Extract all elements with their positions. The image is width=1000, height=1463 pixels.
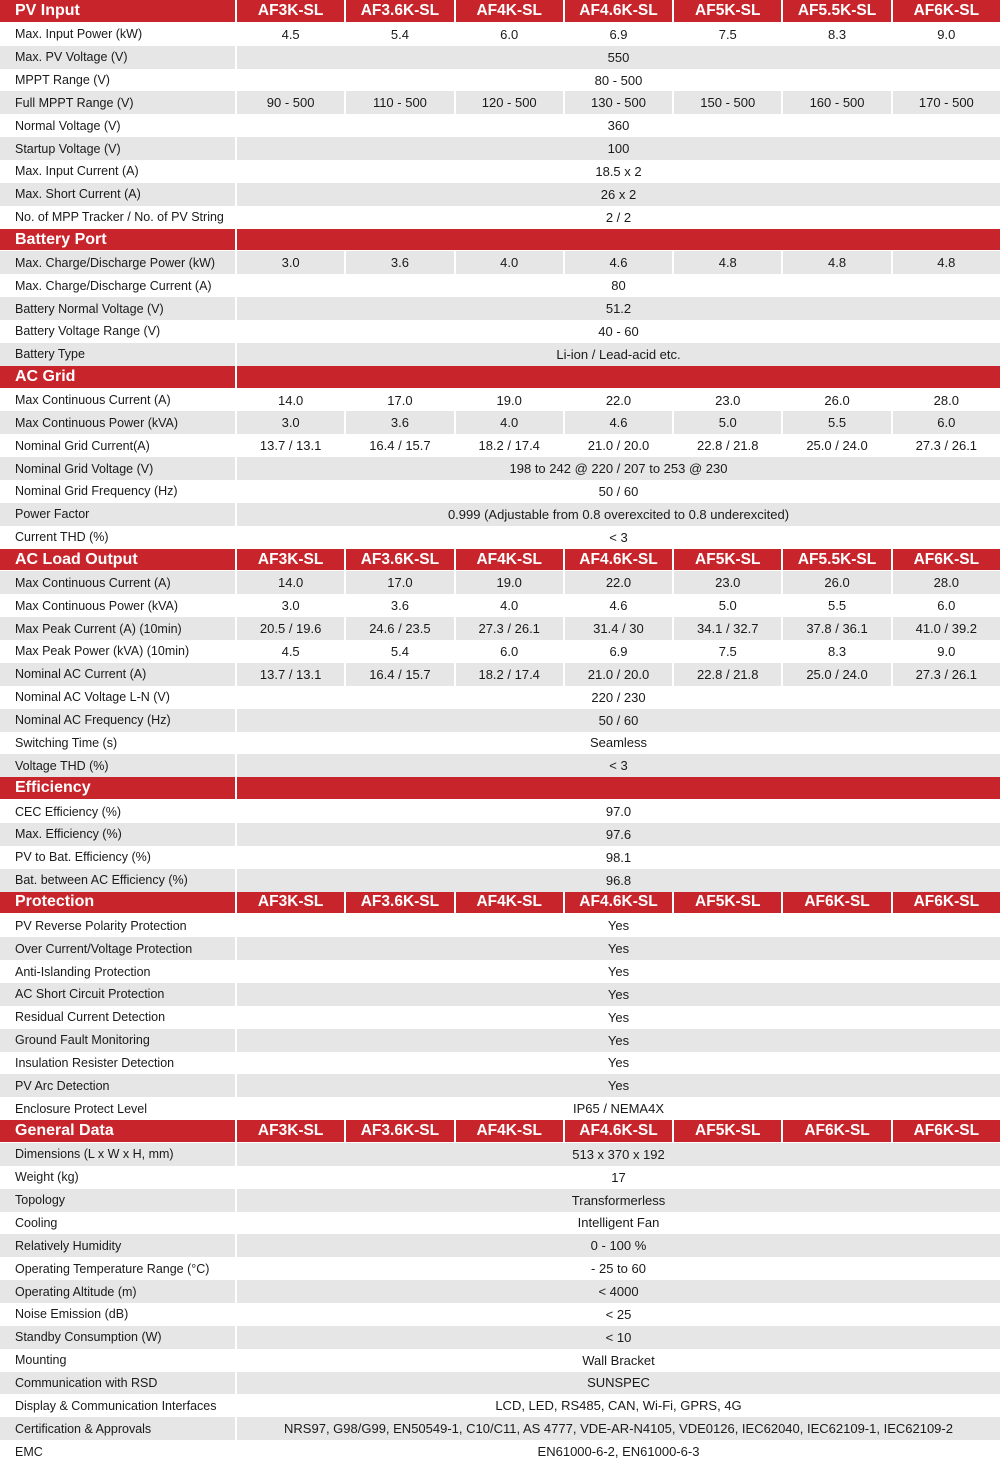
spec-label: Battery Normal Voltage (V) (0, 297, 237, 320)
spec-label: Nominal AC Frequency (Hz) (0, 709, 237, 732)
model-header: AF4K-SL (456, 892, 565, 914)
spec-label: Max. Charge/Discharge Current (A) (0, 274, 237, 297)
spec-value: 26 x 2 (600, 186, 637, 202)
spec-label: Full MPPT Range (V) (0, 91, 237, 114)
spec-value: 4.5 (237, 23, 346, 46)
header-blank (237, 229, 1000, 251)
spec-row (0, 1029, 1000, 1052)
spec-row (0, 434, 1000, 457)
spec-value: 7.5 (674, 23, 783, 46)
spec-value: 18.5 x 2 (595, 163, 642, 179)
spec-label: Dimensions (L x W x H, mm) (0, 1143, 237, 1166)
spec-value: 21.0 / 20.0 (565, 434, 674, 457)
spec-value: - 25 to 60 (591, 1261, 646, 1277)
spec-value: Yes (607, 1032, 630, 1048)
spec-row (0, 709, 1000, 732)
spec-value: 14.0 (237, 389, 346, 412)
spec-row (0, 663, 1000, 686)
spec-row (0, 69, 1000, 92)
spec-label: Nominal AC Voltage L-N (V) (0, 686, 237, 709)
spec-value: 3.0 (237, 411, 346, 434)
spec-value: 6.0 (456, 640, 565, 663)
spec-row (0, 869, 1000, 892)
spec-value: 26.0 (783, 389, 892, 412)
spec-value: 28.0 (933, 392, 959, 408)
spec-value: 5.0 (674, 594, 783, 617)
spec-label: PV Arc Detection (0, 1074, 237, 1097)
section-title: AC Load Output (0, 549, 237, 571)
section-header (0, 229, 1000, 252)
spec-value: 50 / 60 (598, 712, 639, 728)
spec-value: 4.0 (456, 411, 565, 434)
spec-row (0, 960, 1000, 983)
spec-value: Wall Bracket (582, 1352, 655, 1368)
model-header: AF4K-SL (456, 0, 565, 22)
spec-label: Certification & Approvals (0, 1417, 237, 1440)
spec-label: Bat. between AC Efficiency (%) (0, 869, 237, 892)
spec-label: Normal Voltage (V) (0, 114, 237, 137)
spec-value: 550 (607, 49, 630, 65)
spec-value: < 3 (609, 758, 628, 774)
model-header: AF3K-SL (237, 549, 346, 571)
model-header: AF3.6K-SL (346, 0, 455, 22)
model-header: AF5.5K-SL (783, 0, 892, 22)
spec-row (0, 160, 1000, 183)
spec-label: Max. Input Current (A) (0, 160, 237, 183)
spec-label: Nominal AC Current (A) (0, 663, 237, 686)
spec-label: Max Continuous Current (A) (0, 571, 237, 594)
spec-row (0, 617, 1000, 640)
spec-value: 513 x 370 x 192 (572, 1146, 665, 1162)
spec-row (0, 343, 1000, 366)
spec-label: EMC (0, 1440, 237, 1463)
spec-value: 98.1 (605, 849, 632, 865)
spec-value: 97.0 (605, 804, 632, 819)
spec-row (0, 1326, 1000, 1349)
section-title: AC Grid (0, 366, 237, 388)
spec-value: 27.3 / 26.1 (915, 666, 978, 682)
spec-value: 50 / 60 (598, 483, 639, 499)
model-header: AF6K-SL (913, 550, 980, 568)
spec-value: 8.3 (783, 640, 892, 663)
spec-value: 170 - 500 (918, 95, 974, 111)
spec-row (0, 1189, 1000, 1212)
spec-row (0, 411, 1000, 434)
spec-value: 80 - 500 (594, 72, 643, 88)
spec-label: Max Continuous Power (kVA) (0, 411, 237, 434)
spec-value: 6.9 (565, 23, 674, 46)
spec-value: 19.0 (456, 389, 565, 412)
spec-value: 31.4 / 30 (565, 617, 674, 640)
spec-value: 34.1 / 32.7 (674, 617, 783, 640)
spec-value: 3.6 (346, 594, 455, 617)
spec-row (0, 571, 1000, 594)
spec-value: 8.3 (783, 23, 892, 46)
spec-row (0, 251, 1000, 274)
spec-label: Communication with RSD (0, 1372, 237, 1395)
model-header: AF4.6K-SL (565, 892, 674, 914)
section-header (0, 1120, 1000, 1143)
spec-label: Voltage THD (%) (0, 754, 237, 777)
spec-value: Yes (607, 1078, 630, 1094)
spec-value: EN61000-6-2, EN61000-6-3 (537, 1444, 700, 1460)
spec-value: 5.5 (783, 411, 892, 434)
spec-value: 0.999 (Adjustable from 0.8 overexcited to 0.8 underexcited) (447, 506, 790, 522)
spec-value: 3.6 (346, 251, 455, 274)
spec-value: 37.8 / 36.1 (783, 617, 892, 640)
spec-label: Battery Type (0, 343, 237, 366)
spec-row (0, 937, 1000, 960)
spec-value: 6.9 (565, 640, 674, 663)
spec-value: 27.3 / 26.1 (915, 438, 978, 454)
model-header: AF4.6K-SL (565, 1120, 674, 1142)
spec-label: Ground Fault Monitoring (0, 1029, 237, 1052)
spec-value: < 4000 (598, 1284, 639, 1300)
spec-value: 4.6 (565, 251, 674, 274)
spec-value: 17 (611, 1169, 626, 1185)
spec-value: 120 - 500 (456, 91, 565, 114)
model-header: AF6K-SL (913, 1122, 980, 1140)
spec-value: Yes (607, 986, 630, 1002)
spec-label: Max Continuous Power (kVA) (0, 594, 237, 617)
spec-label: Current THD (%) (0, 526, 237, 549)
section-header (0, 892, 1000, 915)
spec-value: 6.0 (937, 598, 956, 614)
spec-row (0, 1006, 1000, 1029)
spec-label: PV Reverse Polarity Protection (0, 914, 237, 937)
spec-value: 21.0 / 20.0 (565, 663, 674, 686)
spec-value: Intelligent Fan (577, 1215, 660, 1231)
spec-row (0, 1349, 1000, 1372)
spec-label: Residual Current Detection (0, 1006, 237, 1029)
header-blank (237, 777, 1000, 799)
model-header: AF5.5K-SL (783, 549, 892, 571)
spec-value: Yes (607, 941, 630, 957)
model-header: AF6K-SL (913, 893, 980, 911)
spec-value: 5.0 (674, 411, 783, 434)
spec-row (0, 1234, 1000, 1257)
model-header: AF3.6K-SL (346, 1120, 455, 1142)
spec-value: 22.8 / 21.8 (674, 663, 783, 686)
spec-value: 26.0 (783, 571, 892, 594)
spec-row (0, 503, 1000, 526)
spec-row (0, 1212, 1000, 1235)
section-header (0, 366, 1000, 389)
model-header: AF5K-SL (674, 892, 783, 914)
spec-value: 97.6 (605, 826, 632, 842)
spec-value: Yes (607, 1055, 630, 1071)
spec-row (0, 23, 1000, 46)
spec-row (0, 594, 1000, 617)
spec-value: 23.0 (674, 389, 783, 412)
spec-value: 24.6 / 23.5 (346, 617, 455, 640)
spec-value: 4.8 (674, 251, 783, 274)
spec-label: Relatively Humidity (0, 1234, 237, 1257)
spec-label: No. of MPP Tracker / No. of PV String (0, 206, 237, 229)
spec-value: 6.0 (937, 415, 956, 431)
spec-value: SUNSPEC (587, 1375, 650, 1391)
spec-value: 28.0 (933, 575, 959, 591)
spec-label: Topology (0, 1189, 237, 1212)
spec-value: Yes (607, 1009, 630, 1025)
spec-row (0, 320, 1000, 343)
model-header: AF4K-SL (456, 1120, 565, 1142)
spec-row (0, 1257, 1000, 1280)
spec-row (0, 206, 1000, 229)
spec-value: 90 - 500 (237, 91, 346, 114)
spec-value: 20.5 / 19.6 (237, 617, 346, 640)
spec-value: 18.2 / 17.4 (456, 663, 565, 686)
spec-row (0, 1052, 1000, 1075)
model-header: AF3K-SL (237, 0, 346, 22)
spec-row (0, 114, 1000, 137)
spec-label: Weight (kg) (0, 1166, 237, 1189)
spec-value: Seamless (589, 735, 648, 751)
spec-value: 16.4 / 15.7 (346, 434, 455, 457)
spec-label: Mounting (0, 1349, 237, 1372)
spec-label: Nominal Grid Frequency (Hz) (0, 480, 237, 503)
header-blank (237, 366, 1000, 388)
spec-value: 23.0 (674, 571, 783, 594)
spec-value: 4.0 (456, 594, 565, 617)
spec-label: Max. Input Power (kW) (0, 23, 237, 46)
model-header: AF4K-SL (456, 549, 565, 571)
model-header: AF5K-SL (674, 0, 783, 22)
spec-label: Noise Emission (dB) (0, 1303, 237, 1326)
section-header (0, 0, 1000, 23)
spec-value: 14.0 (237, 571, 346, 594)
spec-row (0, 1417, 1000, 1440)
spec-value: Transformerless (571, 1192, 666, 1208)
spec-row (0, 183, 1000, 206)
spec-row (0, 526, 1000, 549)
spec-row (0, 1372, 1000, 1395)
spec-value: 13.7 / 13.1 (237, 663, 346, 686)
spec-label: PV to Bat. Efficiency (%) (0, 846, 237, 869)
spec-value: 5.4 (346, 640, 455, 663)
spec-value: 110 - 500 (346, 91, 455, 114)
spec-row (0, 46, 1000, 69)
spec-row (0, 1394, 1000, 1417)
section-title: PV Input (0, 0, 237, 22)
spec-value: 4.0 (456, 251, 565, 274)
spec-value: 51.2 (605, 301, 632, 317)
spec-row (0, 1280, 1000, 1303)
spec-label: Cooling (0, 1212, 237, 1235)
spec-value: 96.8 (605, 872, 632, 888)
spec-value: IP65 / NEMA4X (572, 1101, 665, 1117)
spec-label: Max. Charge/Discharge Power (kW) (0, 251, 237, 274)
spec-row (0, 91, 1000, 114)
spec-label: Max. Efficiency (%) (0, 823, 237, 846)
spec-value: 22.0 (565, 571, 674, 594)
spec-row (0, 800, 1000, 823)
spec-row (0, 297, 1000, 320)
spec-label: AC Short Circuit Protection (0, 983, 237, 1006)
spec-value: Yes (607, 918, 630, 934)
spec-row (0, 1097, 1000, 1120)
spec-label: Max. Short Current (A) (0, 183, 237, 206)
model-header: AF5K-SL (674, 1120, 783, 1142)
spec-label: Max Continuous Current (A) (0, 389, 237, 412)
spec-value: 25.0 / 24.0 (783, 434, 892, 457)
spec-value: 0 - 100 % (590, 1238, 647, 1254)
spec-value: 13.7 / 13.1 (237, 434, 346, 457)
spec-row (0, 480, 1000, 503)
spec-row (0, 1440, 1000, 1463)
spec-value: 3.0 (237, 594, 346, 617)
spec-label: Enclosure Protect Level (0, 1097, 237, 1120)
spec-label: Startup Voltage (V) (0, 137, 237, 160)
spec-value: 9.0 (937, 26, 956, 42)
spec-row (0, 274, 1000, 297)
spec-value: 16.4 / 15.7 (346, 663, 455, 686)
spec-row (0, 1166, 1000, 1189)
spec-label: Switching Time (s) (0, 732, 237, 755)
spec-value: 2 / 2 (605, 209, 632, 225)
spec-value: 17.0 (346, 389, 455, 412)
spec-value: 198 to 242 @ 220 / 207 to 253 @ 230 (509, 461, 728, 477)
spec-value: 220 / 230 (591, 689, 646, 705)
section-title: Battery Port (0, 229, 237, 251)
spec-label: Over Current/Voltage Protection (0, 937, 237, 960)
spec-value: 150 - 500 (674, 91, 783, 114)
spec-value: 18.2 / 17.4 (456, 434, 565, 457)
model-header: AF4.6K-SL (565, 549, 674, 571)
spec-value: Yes (607, 964, 630, 980)
model-header: AF3K-SL (237, 1120, 346, 1142)
model-header: AF6K-SL (913, 1, 980, 19)
spec-row (0, 686, 1000, 709)
section-title: General Data (0, 1120, 237, 1142)
spec-value: 27.3 / 26.1 (456, 617, 565, 640)
spec-row (0, 823, 1000, 846)
spec-label: Power Factor (0, 503, 237, 526)
spec-value: 3.6 (346, 411, 455, 434)
model-header: AF6K-SL (783, 892, 892, 914)
spec-value: 4.5 (237, 640, 346, 663)
section-header (0, 549, 1000, 572)
spec-row (0, 137, 1000, 160)
spec-label: Operating Altitude (m) (0, 1280, 237, 1303)
spec-label: Anti-Islanding Protection (0, 960, 237, 983)
spec-value: 360 (607, 118, 630, 134)
spec-value: 7.5 (674, 640, 783, 663)
spec-value: 5.4 (346, 23, 455, 46)
model-header: AF3.6K-SL (346, 892, 455, 914)
spec-value: 4.8 (937, 255, 956, 271)
spec-value: 6.0 (456, 23, 565, 46)
spec-label: Insulation Resister Detection (0, 1052, 237, 1075)
spec-row (0, 457, 1000, 480)
model-header: AF6K-SL (783, 1120, 892, 1142)
spec-value: 4.6 (565, 594, 674, 617)
spec-label: Nominal Grid Current(A) (0, 434, 237, 457)
spec-row (0, 640, 1000, 663)
spec-value: 160 - 500 (783, 91, 892, 114)
spec-value: < 3 (609, 529, 628, 545)
section-title: Efficiency (0, 777, 237, 799)
spec-row (0, 1074, 1000, 1097)
spec-row (0, 846, 1000, 869)
spec-value: < 10 (605, 1329, 632, 1345)
spec-value: 41.0 / 39.2 (915, 621, 978, 637)
spec-value: 25.0 / 24.0 (783, 663, 892, 686)
spec-label: MPPT Range (V) (0, 69, 237, 92)
spec-value: 17.0 (346, 571, 455, 594)
spec-value: 3.0 (237, 251, 346, 274)
spec-value: NRS97, G98/G99, EN50549-1, C10/C11, AS 4777, VDE-AR-N4105, VDE0126, IEC62040, IEC62109-1, IEC62109-2 (284, 1421, 953, 1437)
spec-value: Li-ion / Lead-acid etc. (556, 346, 681, 362)
spec-value: LCD, LED, RS485, CAN, Wi-Fi, GPRS, 4G (495, 1398, 742, 1414)
spec-label: Standby Consumption (W) (0, 1326, 237, 1349)
model-header: AF4.6K-SL (565, 0, 674, 22)
spec-value: 80 (611, 278, 626, 294)
model-header: AF5K-SL (674, 549, 783, 571)
spec-value: 22.0 (565, 389, 674, 412)
spec-label: CEC Efficiency (%) (0, 800, 237, 823)
spec-row (0, 1303, 1000, 1326)
spec-label: Max. PV Voltage (V) (0, 46, 237, 69)
spec-label: Max Peak Power (kVA) (10min) (0, 640, 237, 663)
spec-row (0, 754, 1000, 777)
model-header: AF3.6K-SL (346, 549, 455, 571)
model-header: AF3K-SL (237, 892, 346, 914)
spec-row (0, 983, 1000, 1006)
spec-value: 4.8 (783, 251, 892, 274)
spec-value: 5.5 (783, 594, 892, 617)
spec-value: 19.0 (456, 571, 565, 594)
spec-row (0, 1143, 1000, 1166)
spec-value: 4.6 (565, 411, 674, 434)
spec-value: 22.8 / 21.8 (674, 434, 783, 457)
spec-value: 100 (607, 141, 630, 157)
spec-row (0, 389, 1000, 412)
spec-value: 40 - 60 (598, 323, 639, 339)
spec-label: Nominal Grid Voltage (V) (0, 457, 237, 480)
spec-label: Battery Voltage Range (V) (0, 320, 237, 343)
spec-label: Max Peak Current (A) (10min) (0, 617, 237, 640)
spec-value: 130 - 500 (565, 91, 674, 114)
spec-value: < 25 (605, 1306, 632, 1322)
section-title: Protection (0, 892, 237, 914)
spec-label: Display & Communication Interfaces (0, 1394, 237, 1417)
spec-row (0, 914, 1000, 937)
spec-row (0, 732, 1000, 755)
spec-value: 9.0 (937, 643, 956, 659)
spec-label: Operating Temperature Range (°C) (0, 1257, 237, 1280)
section-header (0, 777, 1000, 800)
